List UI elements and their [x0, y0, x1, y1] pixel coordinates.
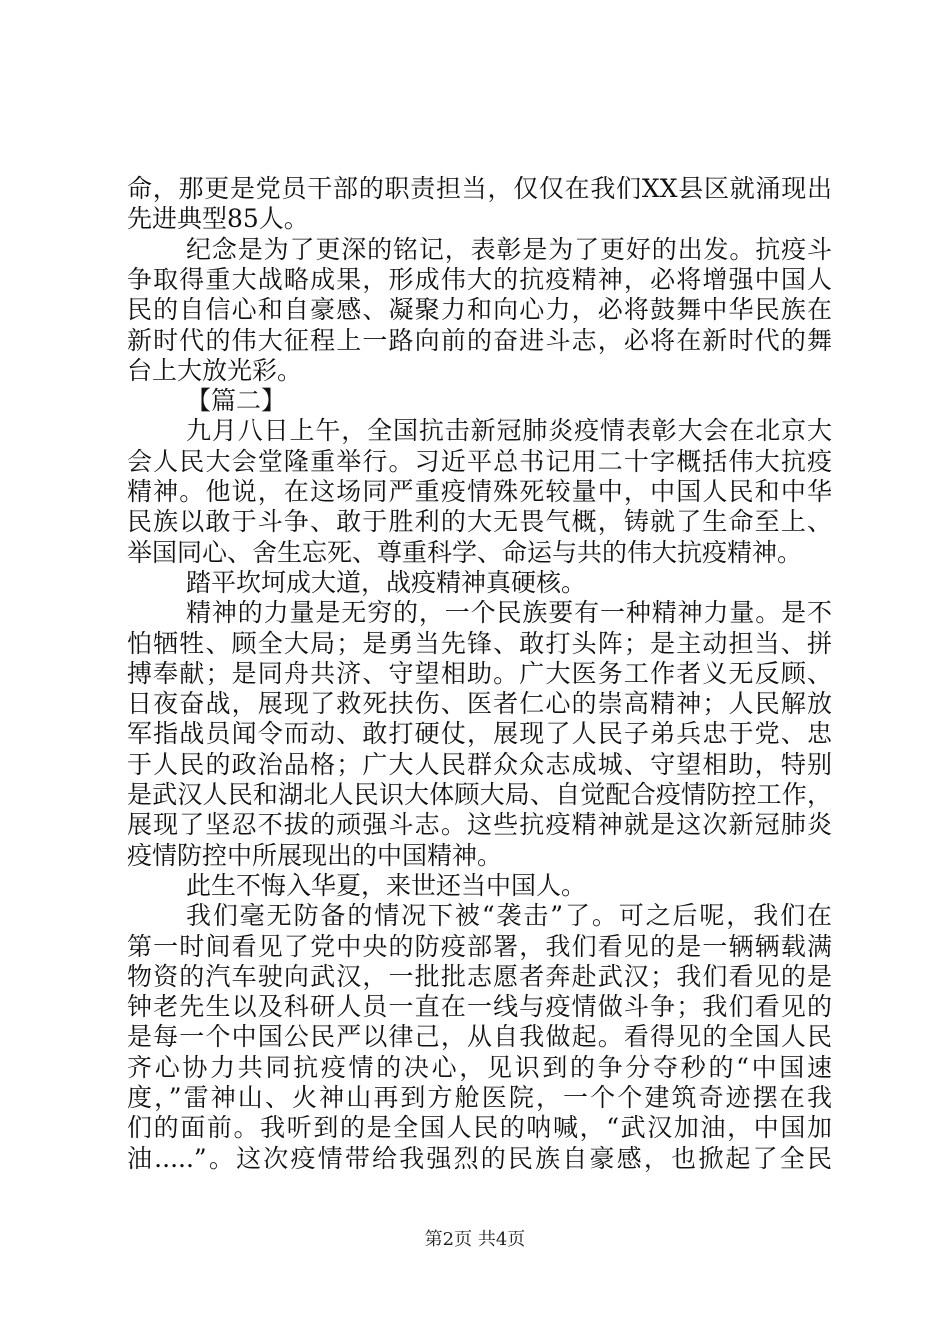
text-line: 新时代的伟大征程上一路向前的奋进斗志，必将在新时代的舞 — [127, 325, 832, 355]
paragraph-start-line: 纪念是为了更深的铭记，表彰是为了更好的出发。抗疫斗 — [186, 234, 832, 264]
text-line: 先进典型85人。 — [127, 204, 309, 234]
text-line: 精神。他说，在这场同严重疫情殊死较量中，中国人民和中华 — [127, 477, 832, 506]
text-line: 命，那更是党员干部的职责担当，仅仅在我们XX县区就涌现出 — [127, 174, 832, 203]
text-line: 展现了坚忍不拔的顽强斗志。这些抗疫精神就是这次新冠肺炎 — [127, 810, 832, 840]
text-line: 第一时间看见了党中央的防疫部署，我们看见的是一辆辆载满 — [127, 931, 832, 961]
paragraph-start-line: 精神的力量是无穷的，一个民族要有一种精神力量。是不 — [186, 598, 832, 628]
paragraph-start-line: 我们毫无防备的情况下被“袭击”了。可之后呢，我们在 — [186, 901, 832, 931]
page-number-footer: 第2页 共4页 — [424, 1229, 526, 1250]
text-line: 台上大放光彩。 — [127, 355, 303, 385]
text-line: 于人民的政治品格；广大人民群众众志成城、守望相助，特别 — [127, 749, 832, 779]
text-line: 日夜奋战，展现了救死扶伤、医者仁心的崇高精神；人民解放 — [127, 689, 832, 719]
text-line: 怕牺牲、顾全大局；是勇当先锋、敢打头阵；是主动担当、拼 — [127, 628, 832, 658]
paragraph-start-line: 踏平坎坷成大道，战疫精神真硬核。 — [186, 567, 587, 597]
text-line: 们的面前。我听到的是全国人民的呐喊，“武汉加油，中国加 — [127, 1113, 832, 1143]
text-line: 搏奉献；是同舟共济、守望相助。广大医务工作者义无反顾、 — [127, 658, 832, 688]
text-line: 油.....”。这次疫情带给我强烈的民族自豪感，也掀起了全民 — [127, 1143, 832, 1173]
paragraph-start-line: 九月八日上午，全国抗击新冠肺炎疫情表彰大会在北京大 — [186, 416, 832, 446]
text-line: 是武汉人民和湖北人民识大体顾大局、自觉配合疫情防控工作， — [127, 780, 832, 809]
text-line: 举国同心、舍生忘死、尊重科学、命运与共的伟大抗疫精神。 — [127, 537, 803, 567]
text-line: 疫情防控中所展现出的中国精神。 — [127, 840, 503, 870]
text-line: 民族以敢于斗争、敢于胜利的大无畏气概，铸就了生命至上、 — [127, 507, 832, 537]
text-line: 会人民大会堂隆重举行。习近平总书记用二十字概括伟大抗疫 — [127, 446, 832, 476]
paragraph-start-line: 此生不悔入华夏，来世还当中国人。 — [186, 870, 587, 900]
text-line: 齐心协力共同抗疫情的决心，见识到的争分夺秒的“中国速 — [127, 1052, 832, 1082]
text-line: 钟老先生以及科研人员一直在一线与疫情做斗争；我们看见的 — [127, 992, 832, 1022]
text-line: 军指战员闻令而动、敢打硬仗，展现了人民子弟兵忠于党、忠 — [127, 719, 832, 749]
section-heading: 【篇二】 — [186, 386, 287, 416]
text-line: 是每一个中国公民严以律己，从自我做起。看得见的全国人民 — [127, 1022, 832, 1052]
text-line: 度，”雷神山、火神山再到方舱医院，一个个建筑奇迹摆在我 — [127, 1083, 832, 1112]
text-line: 物资的汽车驶向武汉，一批批志愿者奔赴武汉；我们看见的是 — [127, 961, 832, 991]
text-line: 民的自信心和自豪感、凝聚力和向心力，必将鼓舞中华民族在 — [127, 295, 832, 325]
text-line: 争取得重大战略成果，形成伟大的抗疫精神，必将增强中国人 — [127, 264, 832, 294]
